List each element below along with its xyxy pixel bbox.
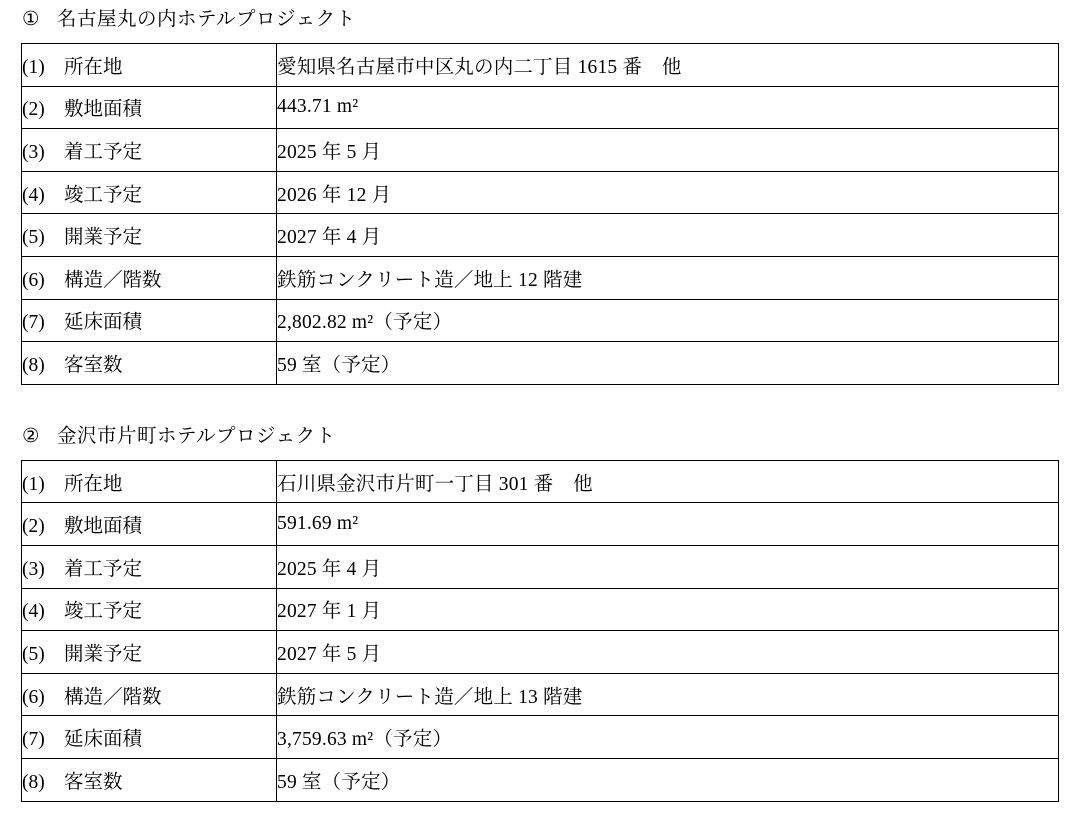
row-value: 鉄筋コンクリート造／地上 12 階建 [277,256,1059,299]
table-row [22,758,1059,801]
table-row [22,256,1059,299]
row-label-cell [22,129,277,172]
table-row [22,545,1059,588]
circled-number-2: ② [22,425,40,447]
row-value: 59 室（予定） [277,758,1059,801]
row-label: 構造／階数 [64,269,162,291]
row-label-cell [22,588,277,631]
row-value: 2027 年 5 月 [277,631,1059,674]
project-section-nagoya [21,7,1059,385]
project-table-nagoya [21,43,1059,385]
row-number: (4) [22,601,45,623]
row-label: 延床面積 [64,729,143,751]
table-row [22,503,1059,546]
row-label-cell [22,214,277,257]
row-value: 443.71 m² [277,86,1059,129]
row-number: (3) [22,558,45,580]
row-label-cell [22,86,277,129]
row-value: 591.69 m² [277,503,1059,546]
table-row [22,342,1059,385]
table-row [22,299,1059,342]
row-label-cell [22,299,277,342]
row-label-cell [22,256,277,299]
row-number: (7) [22,312,45,334]
row-label: 竣工予定 [64,184,143,206]
row-number: (6) [22,686,45,708]
row-value: 2025 年 5 月 [277,129,1059,172]
row-number: (5) [22,227,45,249]
row-value: 石川県金沢市片町一丁目 301 番 他 [277,460,1059,503]
row-number: (6) [22,269,45,291]
row-number: (5) [22,643,45,665]
row-number: (3) [22,141,45,163]
row-label: 延床面積 [64,312,143,334]
row-number: (8) [22,771,45,793]
project-section-kanazawa [21,424,1059,802]
row-number: (8) [22,354,45,376]
row-number: (1) [22,473,45,495]
row-label: 開業予定 [64,227,143,249]
row-label-cell [22,44,277,87]
row-label-cell [22,716,277,759]
table-row [22,44,1059,87]
row-number: (4) [22,184,45,206]
row-value: 2026 年 12 月 [277,171,1059,214]
row-label-cell [22,545,277,588]
row-label-cell [22,758,277,801]
row-number: (1) [22,56,45,78]
row-label: 開業予定 [64,643,143,665]
row-value: 2025 年 4 月 [277,545,1059,588]
row-label-cell [22,342,277,385]
table-row [22,460,1059,503]
row-label: 客室数 [64,771,123,793]
row-value: 鉄筋コンクリート造／地上 13 階建 [277,673,1059,716]
table-row [22,631,1059,674]
row-value: 2027 年 1 月 [277,588,1059,631]
table-row [22,171,1059,214]
row-label-cell [22,503,277,546]
row-number: (2) [22,99,45,121]
row-label: 客室数 [64,354,123,376]
row-value: 2027 年 4 月 [277,214,1059,257]
table-row [22,86,1059,129]
row-label: 着工予定 [64,558,143,580]
section-title-kanazawa [22,424,1059,449]
table-row [22,716,1059,759]
section-title-text: 金沢市片町ホテルプロジェクト [56,425,336,447]
row-label: 所在地 [64,56,123,78]
row-label: 竣工予定 [64,601,143,623]
row-label-cell [22,171,277,214]
row-number: (2) [22,516,45,538]
section-title-nagoya [22,7,1059,32]
row-label: 着工予定 [64,141,143,163]
project-table-kanazawa [21,460,1059,802]
row-value: 3,759.63 m²（予定） [277,716,1059,759]
section-title-text: 名古屋丸の内ホテルプロジェクト [56,9,356,30]
row-label: 敷地面積 [64,516,143,538]
row-number: (7) [22,729,45,751]
row-value: 2,802.82 m²（予定） [277,299,1059,342]
row-value: 愛知県名古屋市中区丸の内二丁目 1615 番 他 [277,44,1059,87]
row-value: 59 室（予定） [277,342,1059,385]
row-label-cell [22,631,277,674]
table-row [22,673,1059,716]
row-label: 敷地面積 [64,99,143,121]
row-label-cell [22,460,277,503]
table-row [22,129,1059,172]
row-label: 構造／階数 [64,686,162,708]
circled-number-1: ① [22,9,40,30]
table-row [22,214,1059,257]
row-label-cell [22,673,277,716]
table-row [22,588,1059,631]
row-label: 所在地 [64,473,123,495]
